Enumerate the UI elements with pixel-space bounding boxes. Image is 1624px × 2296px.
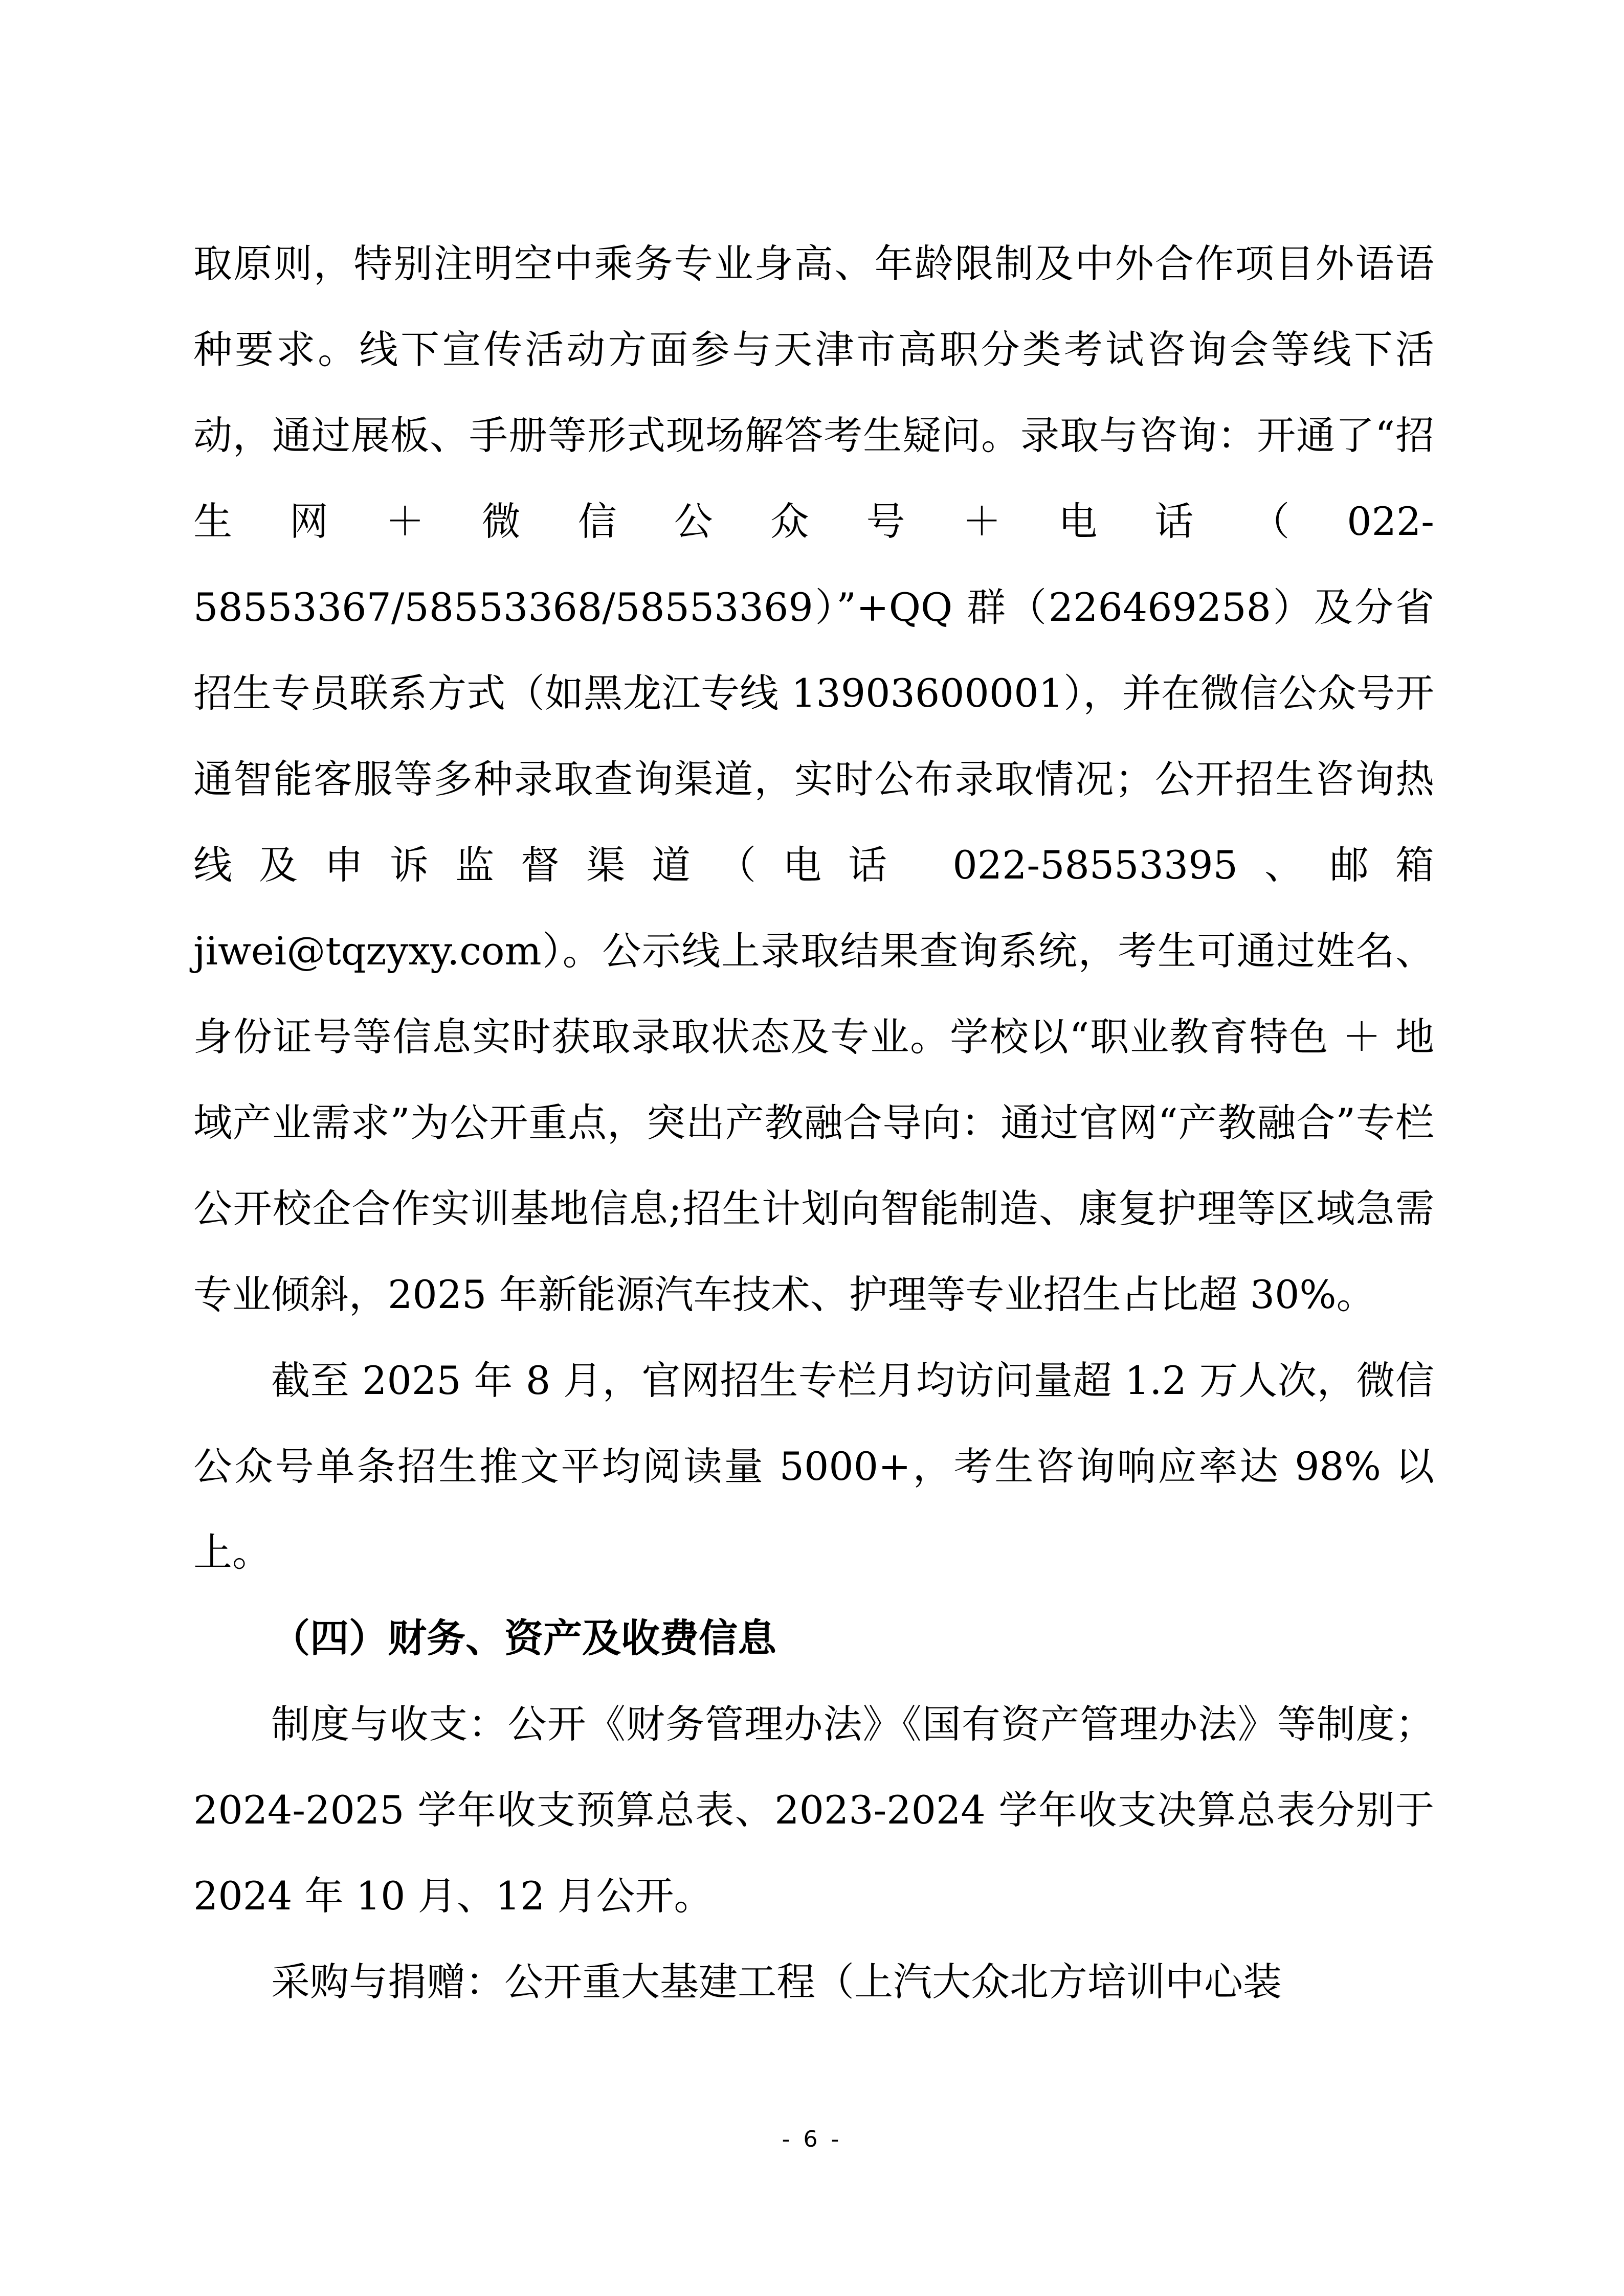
paragraph-finance-rules: 制度与收支：公开《财务管理办法》《国有资产管理办法》等制度；2024-2025 学年收支预算总表、2023-2024 学年收支决算总表分别于 2024 年 10 月、12 月公开。 (193, 1701, 1434, 1919)
paragraph-website-stats: 截至 2025 年 8 月，官网招生专栏月均访问量超 1.2 万人次，微信公众号单条招生推文平均阅读量 5000+，考生咨询响应率达 98% 以上。 (193, 1358, 1434, 1575)
paragraph-admission-channels: 取原则，特别注明空中乘务专业身高、年龄限制及中外合作项目外语语种要求。线下宣传活动方面参与天津市高职分类考试咨询会等线下活动，通过展板、手册等形式现场解答考生疑问。录取与咨询：开通了“招生网＋微信公众号＋电话（022-58553367/58553368/58553369）”+QQ 群（226469258）及分省招生专员联系方式（如黑龙江专线 13903600001），并在微信公众号开通智能客服等多种录取查询渠道，实时公布录取情况；公开招生咨询热线及申诉监督渠道（电话 022-58553395、邮箱 jiwei@tqzyxy.com）。公示线上录取结果查询系统，考生可通过姓名、身份证号等信息实时获取录取状态及专业。学校以“职业教育特色 ＋ 地域产业需求”为公开重点，突出产教融合导向：通过官网“产教融合”专栏公开校企合作实训基地信息;招生计划向智能制造、康复护理等区域急需专业倾斜，2025 年新能源汽车技术、护理等专业招生占比超 30%。 (193, 241, 1434, 1317)
section-heading-finance: （四）财务、资产及收费信息 (271, 1615, 776, 1661)
paragraph-procurement: 采购与捐赠：公开重大基建工程（上汽大众北方培训中心装 (271, 1959, 1282, 2005)
page-number: - 6 - (782, 2126, 842, 2152)
document-body (193, 221, 1434, 2025)
